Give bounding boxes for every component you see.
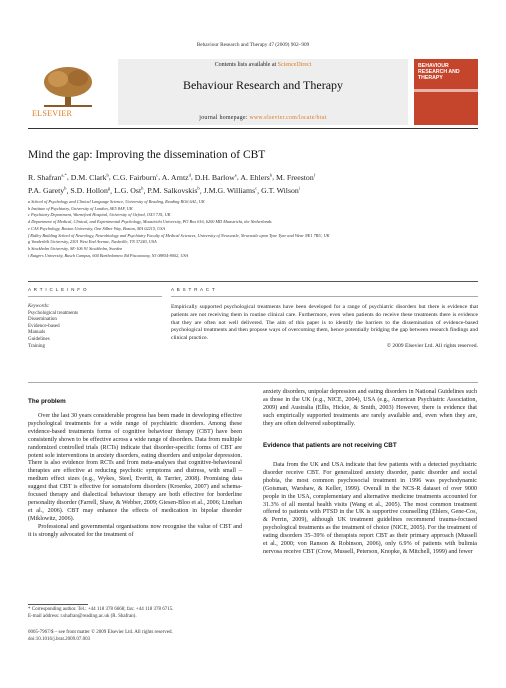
keyword: Manuals [28,330,46,336]
affiliation: c Psychiatry Department, Warneford Hospital, University of Oxford, OX3 7JX, UK [28,212,171,218]
affiliation-marker: i [298,185,301,191]
email-address[interactable]: E-mail address: r.shafran@reading.ac.uk (R. Shafran). [28,613,137,619]
author-name[interactable]: M. Freeston$^f$ [276,172,316,182]
author-name[interactable]: L.G. Ost$^h$ [114,185,144,196]
paragraph: Over the last 30 years considerable progress has been made in developing effective psychological treatments for a wide range of psychiatric disorders. Among these evidence-based treatments forms of cognitive behaviour therapy (CBT) have been consistently shown to be effective across a wide range of disorders. Data from multiple randomized controlled trials (RCTs) indicate that disorder-specific forms of CBT are potent sole interventions in anxiety disorders, eating disorders and unipolar depression. There is also evidence from RCTs and from meta-analyses that cognitive-behavioural therapies are effective at reducing psychotic symptoms and distress, with small –medium effect sizes (e.g., Wykes, Steel, Everitt, & Tarrier, 2008). Promising data suggest that CBT is effective for somatoform disorders (Kroenke, 2007) and schema-focused therapy and dialectical behaviour therapy are both effective for borderline personality disorder (Farrell, Shaw, & Webber, 2009; Giesen-Bloo et al., 2006; Linehan et al., 2006). CBT may enhance the effects of medication in bipolar disorder (Miklowitz, 2006). [28,413,242,522]
elsevier-tree-icon [40,65,96,109]
footnote [28,607,242,621]
journal-homepage: journal homepage: www.elsevier.com/locate/brat [199,115,327,121]
abstract-copyright: © 2009 Elsevier Ltd. All rights reserved. [386,342,478,349]
affiliation-marker: f [313,172,316,177]
journal-title: Behaviour Research and Therapy [182,78,344,92]
affiliation-marker: c [156,172,159,177]
author-list [28,169,478,196]
keyword: Evidence-based [28,323,60,329]
affiliation: b Institute of Psychiatry, University of London, SE5 8AF, UK [28,205,133,211]
cover-stripe [414,89,478,92]
affiliation-marker: b [269,172,273,177]
article-info-heading: A R T I C L E I N F O [28,287,88,292]
journal-info-box [118,59,408,125]
affiliation-marker: b [64,185,67,191]
author-name[interactable]: A. Ehlers$^b$ [240,172,273,182]
affiliation-marker: g [107,185,111,191]
footnote-divider [28,604,88,605]
corresponding-author: * Corresponding author. Tel.: +44 118 378 6668; fax: +44 118 378 6715. [28,607,174,612]
affiliations [28,199,488,259]
divider [28,382,478,383]
journal-banner [28,59,478,125]
keyword: Guidelines [28,336,50,342]
section-heading: The problem [28,398,66,405]
author-name[interactable]: J.M.G. Williams$^c$ [203,185,258,196]
author-name[interactable]: R. Shafran$^{a,*}$ [28,172,67,182]
paragraph: Professional and governmental organisations now recognise the value of CBT and it is strongly advocated for the treatment of [28,523,242,538]
affiliation-marker: d [188,172,191,177]
section-heading: Evidence that patients are not receiving CBT [263,442,397,449]
cover-title: BEHAVIOUR RESEARCH AND THERAPY [418,63,460,81]
homepage-link[interactable]: www.elsevier.com/locate/brat [249,115,327,121]
keywords-label: Keywords: [28,304,50,309]
paragraph: anxiety disorders, unipolar depression and eating disorders in National Guidelines such as those in the UK (e.g., NICE, 2004), USA (e.g., American Psychiatric Association, 2009) and Australia (Ellis, Hickie, & Smith, 2003) However, there is evidence that such empirically supported treatments are rarely available and, even when they are, they are often delivered suboptimally. [263,389,477,427]
doi-link[interactable]: doi:10.1016/j.brat.2009.07.003 [28,636,91,642]
divider [28,296,162,297]
keyword: Training [28,343,46,349]
keyword: Dissemination [28,317,57,323]
divider [28,281,478,282]
author-name[interactable]: D.M. Clark$^b$ [70,172,109,182]
header-divider [28,128,478,129]
author-name[interactable]: S.D. Hollon$^g$ [70,185,111,196]
affiliation: f Ridley Building School of Neurology, Neurobiology and Psychiatry Faculty of Medical Sciences, University of Newcastle, Newcastle upon Tyne Tyne and Wear NE1 7RU, UK [28,232,330,238]
affiliation-marker: b [197,185,200,191]
bottom-info [28,630,242,643]
front-matter-line: 0005-7967/$ – see front matter © 2009 Elsevier Ltd. All rights reserved. [28,630,173,635]
author-line-2: P.A. Garety$^b$, S.D. Hollon$^g$, L.G. Ost$^h$, P.M. Salkovskis$^b$, J.M.G. Williams$^c$, G.T. Wilson$^i$ [28,185,301,196]
journal-cover [414,59,478,125]
author-name[interactable]: A. Arntz$^d$ [161,172,191,182]
right-column-top [263,389,477,429]
author-name[interactable]: P.A. Garety$^b$ [28,185,67,196]
abstract-body [171,304,478,351]
keyword: Psychological treatments [28,310,79,316]
paragraph: Data from the UK and USA indicate that few patients with a detected psychiatric disorder receive CBT. For generalized anxiety disorder, panic disorder and social phobia, the most common psychosocial treatment in 1996 was psychodynamic (Goisman, Warshaw, & Keller, 1999). Overall in the NCS-R dataset of over 9000 people in the USA, complementary and alternative medicine treatments accounted for 31.3% of all mental health visits (Wang et al., 2005). The most common treatment offered to patients with PTSD in the UK is supportive counselling (Ehlers, Gene-Cos, & Perrin, 2009), although UK treatment guidelines recommend trauma-focused psychological treatments as the treatment of choice (NICE, 2005). For the treatment of eating disorders 35–39% of therapists report CBT as their primary approach (Mussell et al., 2000; von Ranson & Robinson, 2006), only 6.9% of patients with bulimia nervosa receive CBT (Crow, Mussell, Peterson, Knopke, & Mitchell, 1999) and fewer [263,462,477,555]
affiliation: g Vanderbilt University, 2301 West End Avenue, Nashville, TN 37240, USA [28,239,157,245]
author-name[interactable]: C.G. Fairburn$^c$ [112,172,159,182]
abstract-text: Empirically supported psychological treatments have been developed for a range of psychiatric disorders but there is evidence that patients are not receiving them in routine clinical care. Furthermore, even when patients do receive these treatments there is evidence that they are often not well delivered. The aim of this paper is to identify the barriers to the dissemination of evidence-based psychological treatments and then propose ways of overcoming them, hence potentially bridging the gap between research findings and clinical practice. [171,304,478,342]
publisher-name: ELSEVIER [32,109,73,118]
right-column [263,462,477,557]
publisher-logo [28,59,112,125]
affiliation-marker: h [141,185,144,191]
author-name[interactable]: G.T. Wilson$^i$ [261,185,301,196]
author-line-1: R. Shafran$^{a,*}$, D.M. Clark$^b$, C.G. Fairburn$^c$, A. Arntz$^d$, D.H. Barlow$^e$, A. Ehlers$^b$, M. Freeston$^f$ [28,172,316,182]
sciencedirect-link[interactable]: ScienceDirect [277,62,312,68]
affiliation-marker: b [106,172,109,177]
divider [171,296,478,297]
affiliation: i Rutgers University, Busch Campus, 604 Bartholomew Rd Piscataway, NJ 08854-8002, USA [28,252,189,258]
author-name[interactable]: P.M. Salkovskis$^b$ [147,185,200,196]
affiliation: h Stockholm University, SE-106 91 Stockholm, Sweden [28,245,123,251]
affiliation: d Department of Medical, Clinical, and Experimental Psychology, Maastricht University, PO Box 616, 6200 MD Maastricht, the Netherlands [28,219,272,225]
affiliation-marker: c [255,185,258,191]
affiliation: a School of Psychology and Clinical Language Science, University of Reading, Reading RG6 6AL, UK [28,199,205,204]
affiliation: e CAS Psychology, Boston University, One Silber Way, Boston, MA 02215, USA [28,225,166,231]
affiliation-marker: e [234,172,237,177]
article-title: Mind the gap: Improving the dissemination of CBT [28,149,266,161]
contents-line: Contents lists available at ScienceDirect [214,62,312,68]
running-head: Behaviour Research and Therapy 47 (2009) 902–909 [196,42,310,48]
keywords-block [28,304,158,350]
abstract-heading: A B S T R A C T [171,287,216,292]
left-column [28,413,242,540]
affiliation-marker: a,* [61,172,67,177]
author-name[interactable]: D.H. Barlow$^e$ [194,172,237,182]
